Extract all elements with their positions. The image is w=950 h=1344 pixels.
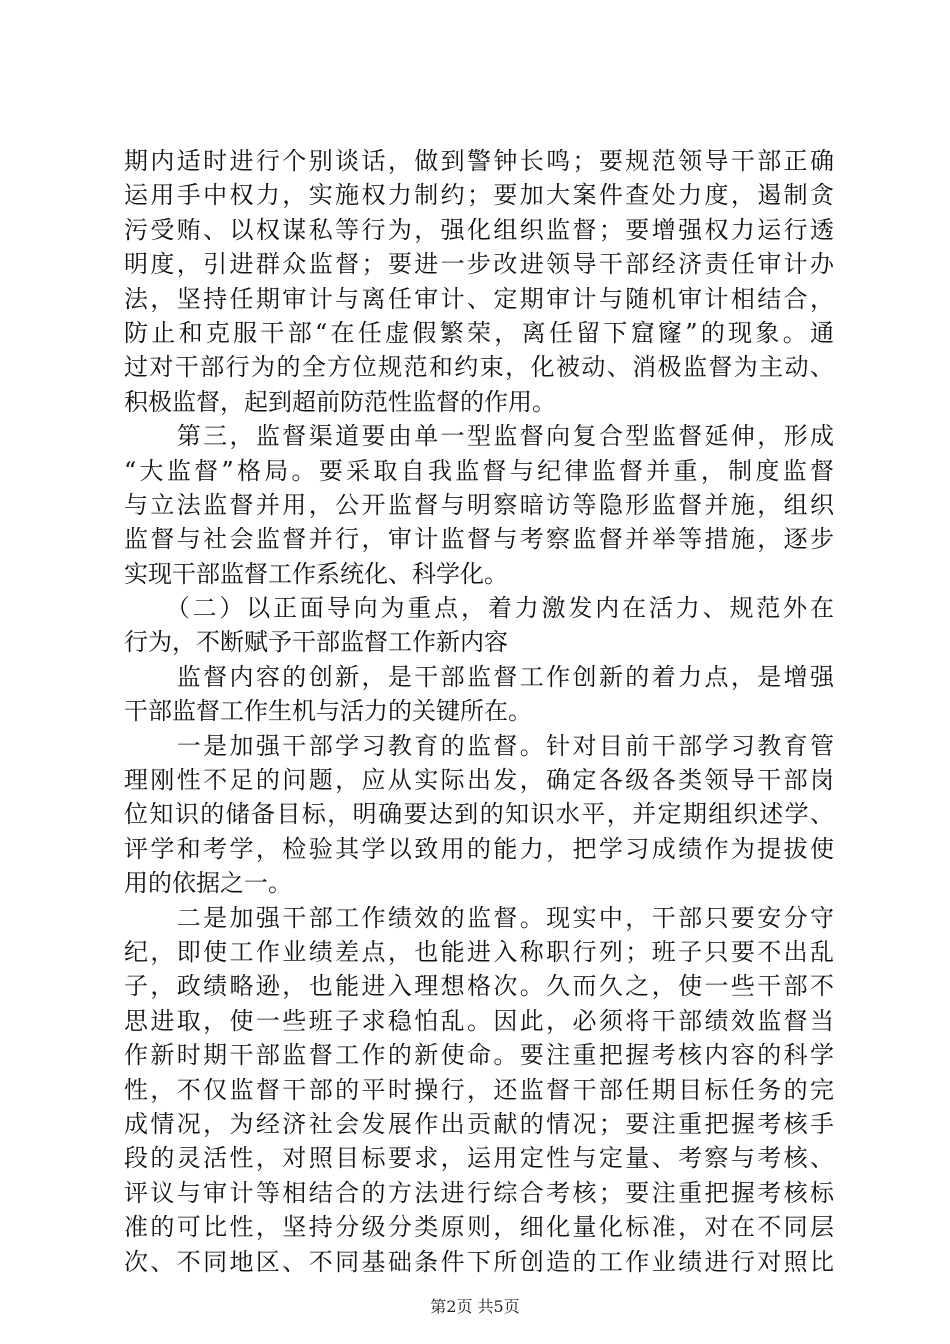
text-line: 运用手中权力，实施权力制约；要加大案件查处力度，遏制贪	[124, 181, 834, 210]
text-line: “大监督”格局。要采取自我监督与纪律监督并重，制度监督	[124, 456, 834, 485]
text-line: 与立法监督并用，公开监督与明察暗访等隐形监督并施，组织	[124, 490, 834, 519]
text-line: （二）以正面导向为重点，着力激发内在活力、规范外在	[124, 594, 834, 623]
text-line: 作新时期干部监督工作的新使命。要注重把握考核内容的科学	[124, 1041, 834, 1070]
text-line: 二是加强干部工作绩效的监督。现实中，干部只要安分守	[124, 903, 834, 932]
text-line: 过对干部行为的全方位规范和约束，化被动、消极监督为主动、	[124, 353, 834, 382]
text-line: 准的可比性，坚持分级分类原则，细化量化标准，对在不同层	[124, 1213, 834, 1242]
text-line: 监督内容的创新，是干部监督工作创新的着力点，是增强	[124, 662, 834, 691]
text-line: 干部监督工作生机与活力的关键所在。	[124, 697, 532, 726]
text-line: 明度，引进群众监督；要进一步改进领导干部经济责任审计办	[124, 250, 834, 279]
text-line: 子，政绩略逊，也能进入理想格次。久而久之，使一些干部不	[124, 972, 834, 1001]
text-line: 评学和考学，检验其学以致用的能力，把学习成绩作为提拔使	[124, 834, 834, 863]
text-line: 防止和克服干部“在任虚假繁荣，离任留下窟窿”的现象。通	[124, 318, 834, 347]
text-line: 行为，不断赋予干部监督工作新内容	[124, 628, 508, 657]
text-line: 用的依据之一。	[124, 869, 292, 898]
text-line: 性，不仅监督干部的平时操行，还监督干部任期目标任务的完	[124, 1075, 834, 1104]
document-body	[124, 144, 834, 1279]
text-line: 实现干部监督工作系统化、科学化。	[124, 559, 508, 588]
text-line: 一是加强干部学习教育的监督。针对目前干部学习教育管	[124, 731, 834, 760]
page-footer: 第2页 共5页	[430, 1297, 520, 1316]
text-line: 第三，监督渠道要由单一型监督向复合型监督延伸，形成	[124, 422, 834, 451]
text-line: 监督与社会监督并行，审计监督与考察监督并举等措施，逐步	[124, 525, 834, 554]
text-line: 纪，即使工作业绩差点，也能进入称职行列；班子只要不出乱	[124, 937, 834, 966]
text-line: 期内适时进行个别谈话，做到警钟长鸣；要规范领导干部正确	[124, 147, 834, 175]
text-line: 积极监督，起到超前防范性监督的作用。	[124, 387, 556, 416]
text-line: 次、不同地区、不同基础条件下所创造的工作业绩进行对照比	[124, 1247, 834, 1276]
text-line: 位知识的储备目标，明确要达到的知识水平，并定期组织述学、	[124, 800, 834, 829]
text-line: 评议与审计等相结合的方法进行综合考核；要注重把握考核标	[124, 1178, 834, 1207]
text-line: 段的灵活性，对照目标要求，运用定性与定量、考察与考核、	[124, 1144, 834, 1173]
text-line: 思进取，使一些班子求稳怕乱。因此，必须将干部绩效监督当	[124, 1006, 834, 1035]
text-line: 污受贿、以权谋私等行为，强化组织监督；要增强权力运行透	[124, 215, 834, 244]
text-line: 成情况，为经济社会发展作出贡献的情况；要注重把握考核手	[124, 1109, 834, 1138]
text-line: 理刚性不足的问题，应从实际出发，确定各级各类领导干部岗	[124, 766, 834, 795]
text-line: 法，坚持任期审计与离任审计、定期审计与随机审计相结合，	[124, 284, 834, 313]
